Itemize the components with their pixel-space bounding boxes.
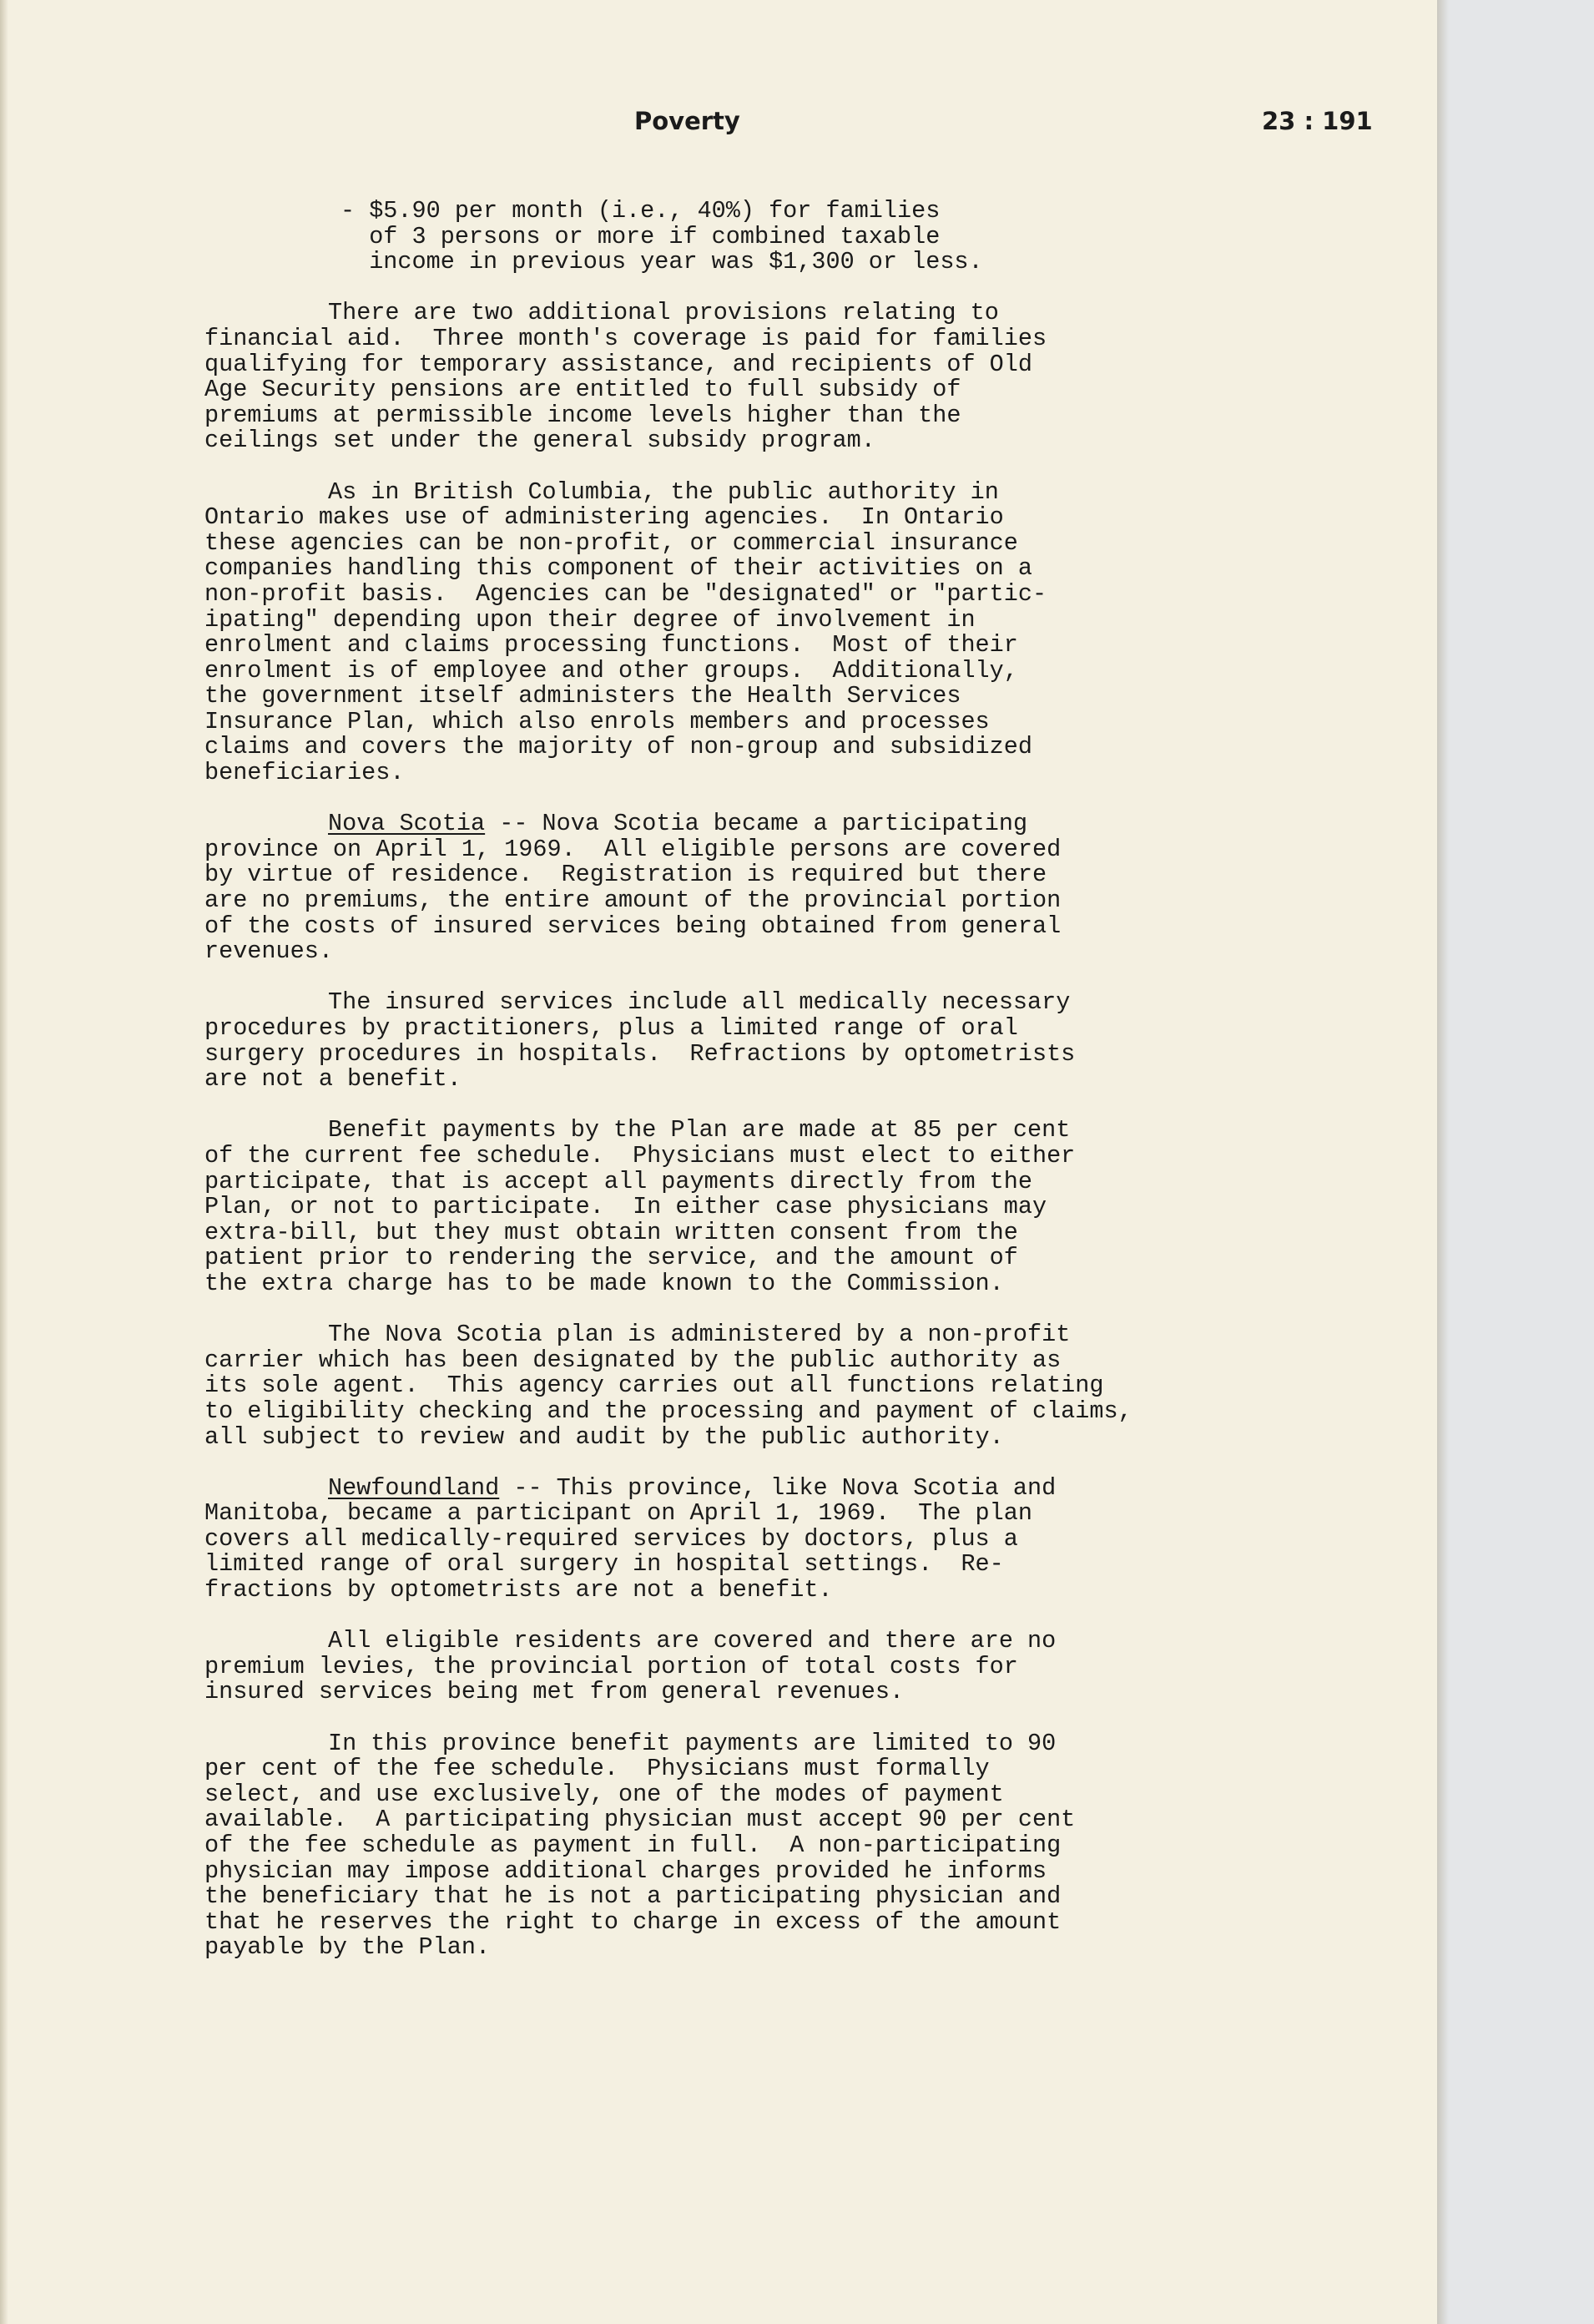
text-line: non-profit basis. Agencies can be "designated" or "partic- bbox=[204, 579, 1047, 608]
text-line: all subject to review and audit by the public authority. bbox=[204, 1422, 1004, 1451]
binding-edge bbox=[0, 0, 8, 2324]
section-heading-newfoundland: Newfoundland bbox=[328, 1473, 500, 1502]
text-line: payable by the Plan. bbox=[204, 1933, 491, 1962]
text-line: income in previous year was $1,300 or less. bbox=[340, 248, 983, 276]
paragraph bbox=[204, 990, 1206, 1092]
text-line: fractions by optometrists are not a benefit. bbox=[204, 1576, 833, 1604]
running-header bbox=[0, 107, 1437, 140]
text-line: companies handling this component of their activities on a bbox=[204, 554, 1032, 583]
text-line: Insurance Plan, which also enrols members and processes bbox=[204, 707, 990, 735]
text-line: to eligibility checking and the processing and payment of claims, bbox=[204, 1397, 1132, 1425]
header-title: Poverty bbox=[634, 107, 740, 135]
paragraph bbox=[204, 301, 1206, 454]
text-line: premium levies, the provincial portion of total costs for bbox=[204, 1652, 1018, 1680]
paragraph bbox=[204, 1322, 1206, 1450]
text-line: The Nova Scotia plan is administered by a non-profit bbox=[328, 1321, 1071, 1349]
paragraph bbox=[204, 1629, 1206, 1705]
text-line: the extra charge has to be made known to the Commission. bbox=[204, 1269, 1004, 1297]
paragraph bbox=[204, 811, 1206, 965]
text-line: these agencies can be non-profit, or commercial insurance bbox=[204, 528, 1018, 557]
text-line: carrier which has been designated by the public authority as bbox=[204, 1346, 1062, 1374]
text-line: the government itself administers the Health Services bbox=[204, 682, 961, 710]
text-fragment: -- Nova Scotia became a participating bbox=[485, 810, 1028, 838]
text-line: beneficiaries. bbox=[204, 759, 405, 787]
text-line: revenues. bbox=[204, 937, 333, 966]
text-line: The insured services include all medically necessary bbox=[328, 988, 1071, 1017]
text-line: province on April 1, 1969. All eligible persons are covered bbox=[204, 835, 1062, 863]
body-text bbox=[204, 199, 1206, 1987]
text-line: In this province benefit payments are limited to 90 bbox=[328, 1729, 1057, 1757]
text-line: its sole agent. This agency carries out all functions relating bbox=[204, 1372, 1104, 1400]
paragraph bbox=[204, 477, 1206, 787]
text-line: of the current fee schedule. Physicians must elect to either bbox=[204, 1141, 1076, 1170]
text-line: ipating" depending upon their degree of involvement in bbox=[204, 605, 976, 634]
text-line: by virtue of residence. Registration is required but there bbox=[204, 861, 1047, 889]
text-line: Ontario makes use of administering agencies. In Ontario bbox=[204, 503, 1004, 532]
text-line: enrolment and claims processing functions. Most of their bbox=[204, 631, 1018, 659]
text-line: that he reserves the right to charge in excess of the amount bbox=[204, 1907, 1062, 1936]
text-line: of the costs of insured services being obtained from general bbox=[204, 912, 1062, 940]
text-line: Benefit payments by the Plan are made at 85 per cent bbox=[328, 1116, 1071, 1144]
text-line: All eligible residents are covered and there are no bbox=[328, 1627, 1057, 1655]
text-line: per cent of the fee schedule. Physicians must formally bbox=[204, 1755, 990, 1783]
text-line: extra-bill, but they must obtain written consent from the bbox=[204, 1218, 1018, 1246]
text-line: As in British Columbia, the public authority in bbox=[328, 477, 999, 506]
text-line: patient prior to rendering the service, and the amount of bbox=[204, 1244, 1018, 1272]
text-line: covers all medically-required services by doctors, plus a bbox=[204, 1524, 1018, 1553]
text-line: surgery procedures in hospitals. Refractions by optometrists bbox=[204, 1039, 1076, 1068]
text-line: participate, that is accept all payments directly from the bbox=[204, 1167, 1032, 1195]
text-line: are not a benefit. bbox=[204, 1065, 462, 1094]
text-line: of the fee schedule as payment in full. A non-participating bbox=[204, 1831, 1062, 1859]
text-line: Manitoba, became a participant on April 1, 1969. The plan bbox=[204, 1499, 1032, 1528]
text-line: Age Security pensions are entitled to full subsidy of bbox=[204, 376, 961, 404]
text-line: of 3 persons or more if combined taxable bbox=[340, 222, 941, 250]
section-heading-nova-scotia: Nova Scotia bbox=[328, 810, 486, 838]
header-page-number: 23 : 191 bbox=[1262, 107, 1373, 135]
text-line bbox=[204, 811, 1206, 837]
paragraph bbox=[204, 1118, 1206, 1296]
text-line: procedures by practitioners, plus a limited range of oral bbox=[204, 1014, 1018, 1042]
text-line: premiums at permissible income levels higher than the bbox=[204, 401, 961, 429]
text-line: There are two additional provisions relating to bbox=[328, 299, 999, 327]
text-line bbox=[204, 1473, 1206, 1502]
text-line: claims and covers the majority of non-group and subsidized bbox=[204, 733, 1032, 761]
text-line: are no premiums, the entire amount of the provincial portion bbox=[204, 887, 1062, 915]
text-line: limited range of oral surgery in hospital settings. Re- bbox=[204, 1550, 1004, 1579]
page-edge-shadow bbox=[1437, 0, 1449, 2324]
text-line: physician may impose additional charges provided he informs bbox=[204, 1857, 1047, 1885]
text-line: enrolment is of employee and other groups. Additionally, bbox=[204, 656, 1018, 685]
text-line: select, and use exclusively, one of the modes of payment bbox=[204, 1780, 1004, 1808]
text-line: financial aid. Three month's coverage is paid for families bbox=[204, 324, 1047, 352]
text-line: insured services being met from general revenues. bbox=[204, 1678, 905, 1706]
text-fragment: -- This province, like Nova Scotia and bbox=[499, 1473, 1057, 1502]
text-line: - $5.90 per month (i.e., 40%) for families bbox=[340, 197, 941, 225]
text-line: the beneficiary that he is not a participating physician and bbox=[204, 1882, 1062, 1911]
paragraph bbox=[204, 1473, 1206, 1604]
paragraph bbox=[204, 1731, 1206, 1961]
text-line: ceilings set under the general subsidy program. bbox=[204, 427, 875, 455]
paragraph bbox=[204, 199, 1206, 275]
text-line: available. A participating physician must accept 90 per cent bbox=[204, 1806, 1076, 1834]
text-line: Plan, or not to participate. In either case physicians may bbox=[204, 1193, 1047, 1221]
text-line: qualifying for temporary assistance, and recipients of Old bbox=[204, 350, 1032, 378]
